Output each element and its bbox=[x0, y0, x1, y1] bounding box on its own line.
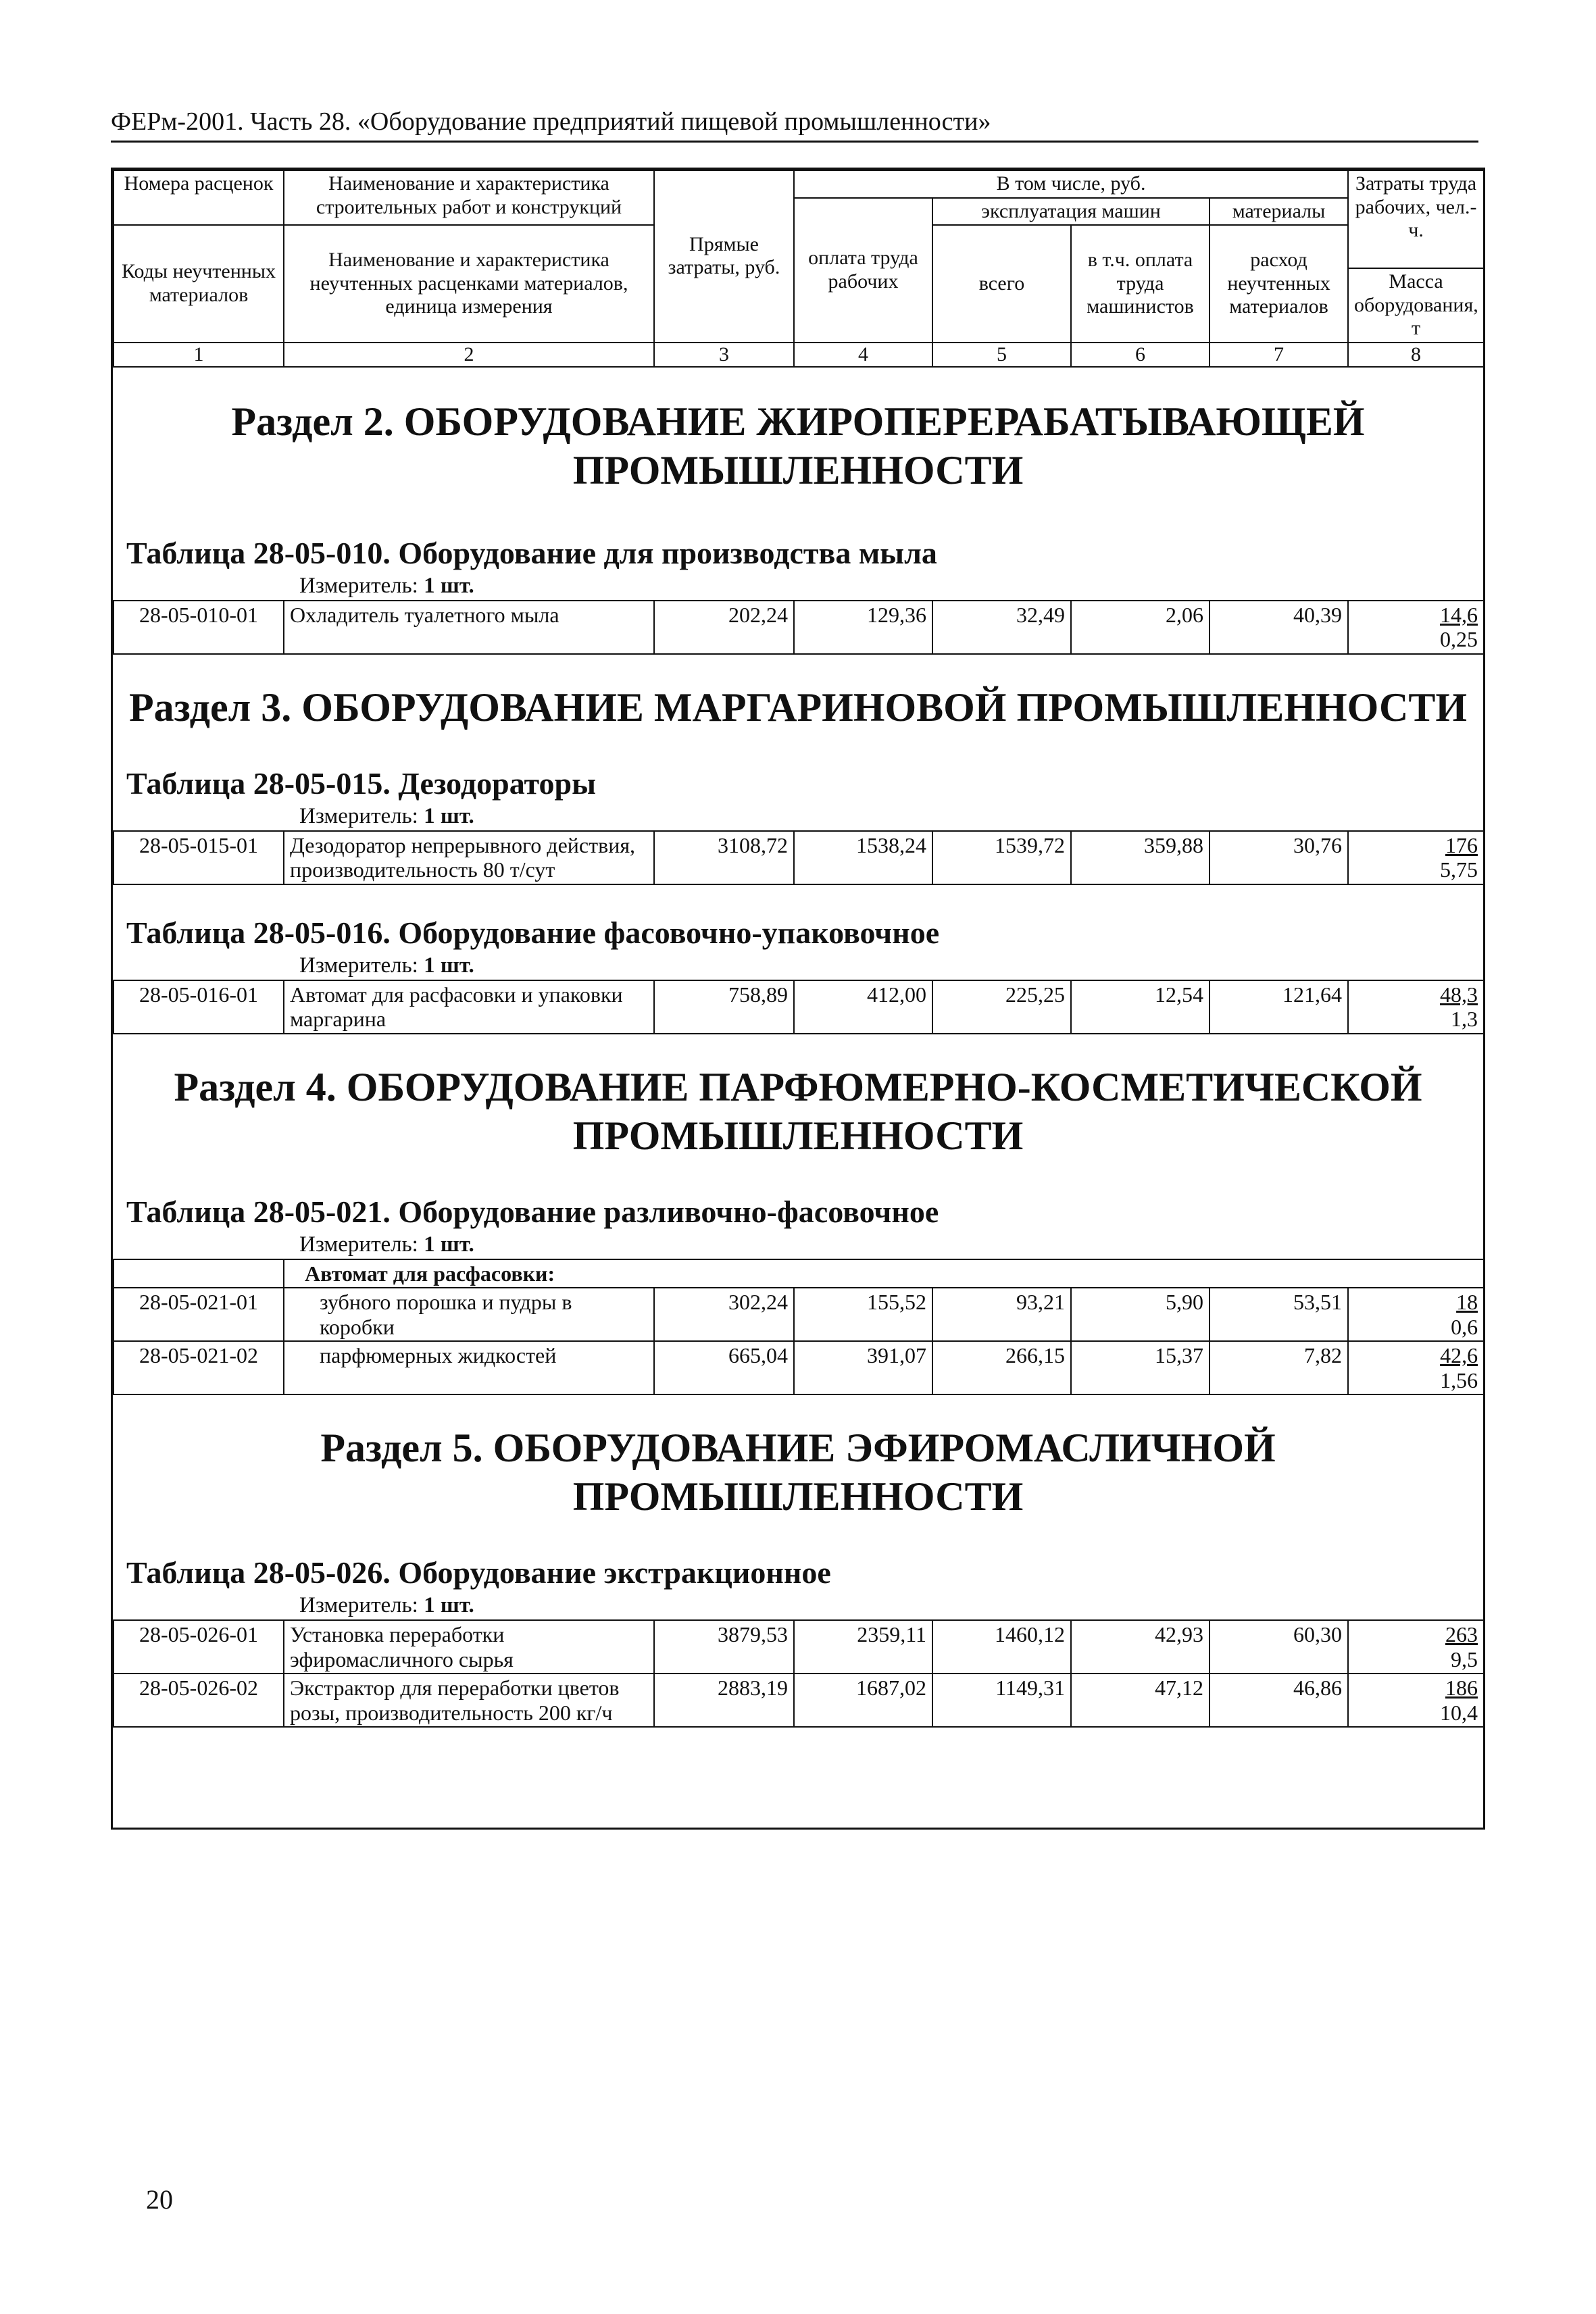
materials-cost: 40,39 bbox=[1210, 601, 1348, 654]
mass-value: 0,6 bbox=[1451, 1314, 1478, 1339]
rate-code: 28-05-015-01 bbox=[114, 831, 284, 884]
header-materials: материалы bbox=[1210, 198, 1348, 226]
header-material-codes: Коды неучтенных материалов bbox=[114, 225, 284, 343]
table-title: Таблица 28-05-010. Оборудование для производства мыла bbox=[126, 536, 937, 570]
machinist-pay: 5,90 bbox=[1071, 1288, 1210, 1341]
table-row bbox=[114, 1620, 1484, 1674]
header-material-description: Наименование и характеристика неучтенных расценками материалов, единица измерения bbox=[284, 225, 654, 343]
machinist-pay: 42,93 bbox=[1071, 1620, 1210, 1674]
machines-total: 266,15 bbox=[932, 1341, 1071, 1394]
worker-pay: 2359,11 bbox=[794, 1620, 932, 1674]
rates-table bbox=[113, 600, 1485, 655]
machines-total: 32,49 bbox=[932, 601, 1071, 654]
worker-pay: 129,36 bbox=[794, 601, 932, 654]
header-machines-total: всего bbox=[932, 225, 1071, 343]
section-title: Раздел 2. ОБОРУДОВАНИЕ ЖИРОПЕРЕРАБАТЫВАЮЩЕЙ ПРОМЫШЛЕННОСТИ bbox=[231, 399, 1365, 493]
table-title: Таблица 28-05-016. Оборудование фасовочно-упаковочное bbox=[126, 915, 940, 950]
column-number: 8 bbox=[1348, 343, 1484, 368]
machines-total: 1149,31 bbox=[932, 1674, 1071, 1727]
rates-table bbox=[113, 830, 1485, 885]
section-title: Раздел 4. ОБОРУДОВАНИЕ ПАРФЮМЕРНО-КОСМЕТИЧЕСКОЙ ПРОМЫШЛЕННОСТИ bbox=[174, 1064, 1422, 1158]
rate-name: зубного порошка и пудры в коробки bbox=[284, 1288, 654, 1341]
worker-pay: 391,07 bbox=[794, 1341, 932, 1394]
table-row bbox=[114, 980, 1484, 1034]
direct-costs: 3108,72 bbox=[654, 831, 794, 884]
machines-total: 1460,12 bbox=[932, 1620, 1071, 1674]
table-header bbox=[113, 170, 1485, 368]
rate-code: 28-05-010-01 bbox=[114, 601, 284, 654]
labor-value: 263 bbox=[1445, 1622, 1478, 1647]
mass-value: 0,25 bbox=[1440, 627, 1478, 652]
labor-and-mass bbox=[1348, 1288, 1484, 1341]
header-including: В том числе, руб. bbox=[794, 170, 1348, 198]
rates-table bbox=[113, 1259, 1485, 1395]
labor-and-mass bbox=[1348, 980, 1484, 1034]
labor-value: 18 bbox=[1456, 1290, 1478, 1315]
header-direct-costs: Прямые затраты, руб. bbox=[654, 170, 794, 343]
labor-and-mass bbox=[1348, 601, 1484, 654]
labor-and-mass bbox=[1348, 1341, 1484, 1394]
section-3 bbox=[113, 655, 1483, 1034]
header-machinist-pay: в т.ч. оплата труда машинистов bbox=[1071, 225, 1210, 343]
machinist-pay: 47,12 bbox=[1071, 1674, 1210, 1727]
direct-costs: 758,89 bbox=[654, 980, 794, 1034]
header-equipment-mass: Масса оборудования, т bbox=[1348, 268, 1484, 343]
rates-table bbox=[113, 1619, 1485, 1728]
measure-unit: Измеритель: 1 шт. bbox=[299, 1232, 474, 1257]
labor-value: 176 bbox=[1445, 832, 1478, 857]
table-row bbox=[114, 601, 1484, 654]
labor-value: 14,6 bbox=[1440, 603, 1478, 627]
header-machines: эксплуатация машин bbox=[932, 198, 1210, 226]
materials-cost: 7,82 bbox=[1210, 1341, 1348, 1394]
column-number: 4 bbox=[794, 343, 932, 368]
rate-name: Экстрактор для переработки цветов розы, производительность 200 кг/ч bbox=[284, 1674, 654, 1727]
running-header: ФЕРм-2001. Часть 28. «Оборудование предприятий пищевой промышленности» bbox=[111, 107, 1478, 143]
materials-cost: 121,64 bbox=[1210, 980, 1348, 1034]
rate-name: Дезодоратор непрерывного действия, производительность 80 т/сут bbox=[284, 831, 654, 884]
column-number: 1 bbox=[114, 343, 284, 368]
rate-code: 28-05-026-01 bbox=[114, 1620, 284, 1674]
header-worker-pay: оплата труда рабочих bbox=[794, 198, 932, 343]
direct-costs: 202,24 bbox=[654, 601, 794, 654]
rate-code: 28-05-021-02 bbox=[114, 1341, 284, 1394]
table-row bbox=[114, 1288, 1484, 1341]
column-number: 5 bbox=[932, 343, 1071, 368]
machinist-pay: 359,88 bbox=[1071, 831, 1210, 884]
table-row bbox=[114, 1674, 1484, 1727]
mass-value: 1,56 bbox=[1440, 1367, 1478, 1392]
worker-pay: 1687,02 bbox=[794, 1674, 932, 1727]
rate-name: Автомат для расфасовки и упаковки маргарина bbox=[284, 980, 654, 1034]
machinist-pay: 12,54 bbox=[1071, 980, 1210, 1034]
machinist-pay: 2,06 bbox=[1071, 601, 1210, 654]
machinist-pay: 15,37 bbox=[1071, 1341, 1210, 1394]
rates-table bbox=[113, 980, 1485, 1034]
mass-value: 9,5 bbox=[1451, 1646, 1478, 1671]
direct-costs: 665,04 bbox=[654, 1341, 794, 1394]
mass-value: 5,75 bbox=[1440, 857, 1478, 882]
measure-unit: Измеритель: 1 шт. bbox=[299, 953, 474, 978]
materials-cost: 30,76 bbox=[1210, 831, 1348, 884]
direct-costs: 302,24 bbox=[654, 1288, 794, 1341]
worker-pay: 155,52 bbox=[794, 1288, 932, 1341]
labor-and-mass bbox=[1348, 1620, 1484, 1674]
worker-pay: 412,00 bbox=[794, 980, 932, 1034]
header-work-description: Наименование и характеристика строительных работ и конструкций bbox=[284, 170, 654, 225]
worker-pay: 1538,24 bbox=[794, 831, 932, 884]
direct-costs: 2883,19 bbox=[654, 1674, 794, 1727]
rate-name: Установка переработки эфиромасличного сырья bbox=[284, 1620, 654, 1674]
column-number: 2 bbox=[284, 343, 654, 368]
rate-code: 28-05-026-02 bbox=[114, 1674, 284, 1727]
rate-name: парфюмерных жидкостей bbox=[284, 1341, 654, 1394]
section-4 bbox=[113, 1034, 1483, 1395]
table-title: Таблица 28-05-026. Оборудование экстракционное bbox=[126, 1555, 831, 1590]
labor-value: 42,6 bbox=[1440, 1343, 1478, 1368]
mass-value: 10,4 bbox=[1440, 1700, 1478, 1725]
header-rate-numbers: Номера расценок bbox=[114, 170, 284, 225]
column-numbers-row bbox=[114, 343, 1484, 368]
section-title: Раздел 3. ОБОРУДОВАНИЕ МАРГАРИНОВОЙ ПРОМЫШЛЕННОСТИ bbox=[128, 684, 1468, 730]
labor-and-mass bbox=[1348, 1674, 1484, 1727]
table-subheading-row bbox=[114, 1259, 1484, 1288]
section-2 bbox=[113, 368, 1483, 655]
rates-document bbox=[111, 168, 1485, 1830]
rate-name: Охладитель туалетного мыла bbox=[284, 601, 654, 654]
page-number: 20 bbox=[146, 2184, 173, 2215]
direct-costs: 3879,53 bbox=[654, 1620, 794, 1674]
column-number: 6 bbox=[1071, 343, 1210, 368]
table-row bbox=[114, 1341, 1484, 1394]
machines-total: 1539,72 bbox=[932, 831, 1071, 884]
table-title: Таблица 28-05-021. Оборудование разливочно-фасовочное bbox=[126, 1194, 939, 1229]
table-row bbox=[114, 831, 1484, 884]
labor-value: 186 bbox=[1445, 1676, 1478, 1701]
labor-value: 48,3 bbox=[1440, 982, 1478, 1007]
section-5 bbox=[113, 1395, 1483, 1728]
header-labor-costs: Затраты труда рабочих, чел.-ч. bbox=[1348, 170, 1484, 268]
measure-unit: Измеритель: 1 шт. bbox=[299, 803, 474, 828]
table-subheading: Автомат для расфасовки: bbox=[284, 1259, 1484, 1288]
column-number: 7 bbox=[1210, 343, 1348, 368]
header-material-expense: расход неучтенных материалов bbox=[1210, 225, 1348, 343]
mass-value: 1,3 bbox=[1451, 1007, 1478, 1032]
measure-unit: Измеритель: 1 шт. bbox=[299, 574, 474, 598]
column-number: 3 bbox=[654, 343, 794, 368]
machines-total: 93,21 bbox=[932, 1288, 1071, 1341]
table-title: Таблица 28-05-015. Дезодораторы bbox=[126, 765, 597, 801]
measure-unit: Измеритель: 1 шт. bbox=[299, 1593, 474, 1618]
rate-code: 28-05-016-01 bbox=[114, 980, 284, 1034]
materials-cost: 60,30 bbox=[1210, 1620, 1348, 1674]
machines-total: 225,25 bbox=[932, 980, 1071, 1034]
labor-and-mass bbox=[1348, 831, 1484, 884]
rate-code: 28-05-021-01 bbox=[114, 1288, 284, 1341]
materials-cost: 46,86 bbox=[1210, 1674, 1348, 1727]
materials-cost: 53,51 bbox=[1210, 1288, 1348, 1341]
section-title: Раздел 5. ОБОРУДОВАНИЕ ЭФИРОМАСЛИЧНОЙ ПРОМЫШЛЕННОСТИ bbox=[320, 1426, 1276, 1519]
